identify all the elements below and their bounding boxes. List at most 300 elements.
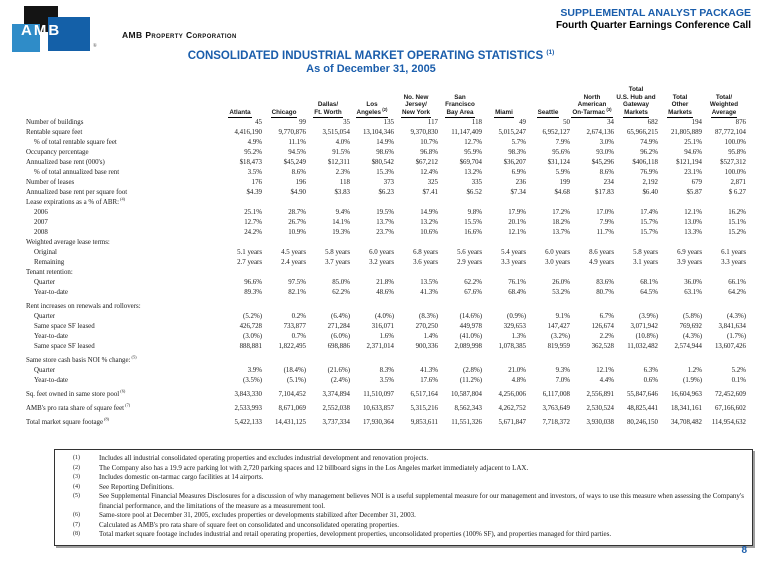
cell-value: 2.9 years	[457, 258, 482, 266]
cell-value: 9.4%	[335, 208, 350, 216]
cell-value: 11,147,409	[451, 128, 482, 136]
cell-value: 25.1%	[244, 208, 262, 216]
footnote-text: Includes all industrial consolidated operating properties and excludes industrial development and renovation projects.	[99, 454, 429, 462]
cell-value: 135	[383, 118, 394, 126]
cell-value: 8.6%	[599, 168, 614, 176]
cell-value: 325	[427, 178, 438, 186]
row-label: Occupancy percentage	[26, 148, 89, 156]
row-label: Original	[34, 248, 57, 256]
cell-value: 98.6%	[376, 148, 394, 156]
cell-value: 13,104,346	[362, 128, 394, 136]
cell-value	[702, 298, 746, 312]
table-row	[22, 148, 746, 158]
row-label: Number of buildings	[26, 118, 84, 126]
cell-value: 18.2%	[552, 218, 570, 226]
cell-value	[482, 198, 526, 208]
cell-value	[702, 198, 746, 208]
cell-value: 9,770,876	[278, 128, 306, 136]
cell-value: 99	[299, 118, 306, 126]
column-header: Seattle	[537, 108, 559, 116]
cell-value	[570, 352, 614, 366]
cell-value: 23.7%	[376, 228, 394, 236]
cell-value: 196	[295, 178, 306, 186]
cell-value	[658, 268, 702, 278]
cell-value: 2.7 years	[237, 258, 262, 266]
cell-value: 11,510,097	[363, 390, 394, 398]
cell-value	[394, 198, 438, 208]
section-row	[22, 352, 746, 366]
cell-value: 65,966,215	[626, 128, 658, 136]
column-header: No. New Jersey/ New York	[401, 93, 431, 116]
row-label: 2007	[34, 218, 48, 226]
table-row	[22, 400, 746, 414]
row-label: 2008	[34, 228, 48, 236]
cell-value: (0.9%)	[507, 312, 526, 320]
cell-value: 36.0%	[684, 278, 702, 286]
cell-value: $80,542	[371, 158, 394, 166]
cell-value: 2,533,993	[234, 404, 262, 412]
table-row	[22, 248, 746, 258]
cell-value: 8,562,343	[454, 404, 482, 412]
cell-value: 679	[691, 178, 702, 186]
cell-value: 6.3%	[643, 366, 658, 374]
cell-value: 80.7%	[596, 288, 614, 296]
cell-value: $12,311	[327, 158, 350, 166]
cell-value: 126,674	[591, 322, 614, 330]
footnote	[59, 483, 744, 493]
market-statistics-table	[22, 86, 746, 428]
cell-value: 41.3%	[420, 288, 438, 296]
cell-value: 24.2%	[244, 228, 262, 236]
cell-value: 1.4%	[423, 332, 438, 340]
cell-value	[526, 198, 570, 208]
cell-value: 4,262,752	[498, 404, 526, 412]
row-label: Same space SF leased	[34, 322, 95, 330]
page-title	[0, 46, 742, 76]
cell-value: $6.52	[466, 188, 482, 196]
cell-value: 3.2 years	[369, 258, 394, 266]
cell-value: 316,071	[371, 322, 394, 330]
cell-value	[702, 268, 746, 278]
row-label: % of total annualized base rent	[34, 168, 120, 176]
cell-value: (4.3%)	[727, 312, 746, 320]
row-label: Rentable square feet	[26, 128, 83, 136]
cell-value: 2,552,038	[322, 404, 350, 412]
cell-value	[702, 238, 746, 248]
cell-value: 2,674,136	[586, 128, 614, 136]
table-row	[22, 178, 746, 188]
cell-value: 93.0%	[596, 148, 614, 156]
cell-value: 7.9%	[555, 138, 570, 146]
cell-value: 21,805,889	[670, 128, 702, 136]
cell-value: 3.5%	[247, 168, 262, 176]
cell-value	[218, 268, 262, 278]
cell-value: $527,312	[720, 158, 746, 166]
cell-value: 1,078,385	[498, 342, 526, 350]
cell-value: 3.3 years	[501, 258, 526, 266]
footnote	[59, 521, 744, 531]
cell-value: 118	[471, 118, 482, 126]
row-label: Number of leases	[26, 178, 75, 186]
cell-value	[526, 298, 570, 312]
row-label: Lease expirations as a % of ABR: $^{(4)}$	[26, 196, 126, 206]
cell-value: 85.0%	[332, 278, 350, 286]
row-label-column-header	[22, 86, 218, 118]
cell-value: 3,841,634	[718, 322, 746, 330]
cell-value: 733,877	[283, 322, 306, 330]
cell-value: 10,633,857	[362, 404, 394, 412]
cell-value: 9,370,830	[410, 128, 438, 136]
cell-value: 5.7%	[511, 138, 526, 146]
cell-value	[306, 352, 350, 366]
cell-value: 4,416,190	[234, 128, 262, 136]
footnote	[59, 511, 744, 521]
cell-value: 2,192	[642, 178, 658, 186]
cell-value	[438, 352, 482, 366]
cell-value: 9.1%	[555, 312, 570, 320]
cell-value: 11,551,326	[451, 418, 482, 426]
cell-value: 176	[251, 178, 262, 186]
cell-value: 3.9%	[247, 366, 262, 374]
cell-value: 5.1 years	[237, 248, 262, 256]
cell-value: 5.8 years	[633, 248, 658, 256]
cell-value	[218, 352, 262, 366]
cell-value: 48.6%	[376, 288, 394, 296]
cell-value: 3,737,334	[322, 418, 350, 426]
cell-value: 13.7%	[552, 228, 570, 236]
cell-value: 7,104,452	[278, 390, 306, 398]
column-header: Atlanta	[229, 108, 251, 116]
cell-value: 7.0%	[555, 376, 570, 384]
cell-value: 23.1%	[684, 168, 702, 176]
cell-value: (2.8%)	[463, 366, 482, 374]
cell-value: 2,530,524	[586, 404, 614, 412]
cell-value: 95.8%	[728, 148, 746, 156]
cell-value: 67,166,602	[714, 404, 746, 412]
cell-value: 13.3%	[684, 228, 702, 236]
cell-value	[614, 298, 658, 312]
cell-value: (5.2%)	[243, 312, 262, 320]
cell-value: 5,422,133	[234, 418, 262, 426]
table-row	[22, 332, 746, 342]
table-row	[22, 376, 746, 386]
page-title-line1: CONSOLIDATED INDUSTRIAL MARKET OPERATING STATISTICS	[187, 49, 544, 62]
cell-value: 100.0%	[724, 168, 746, 176]
cell-value	[394, 352, 438, 366]
cell-value: (6.0%)	[331, 332, 350, 340]
cell-value: $7.34	[510, 188, 526, 196]
table-row	[22, 168, 746, 178]
cell-value: (6.4%)	[331, 312, 350, 320]
cell-value: 682	[647, 118, 658, 126]
cell-value: 17.4%	[640, 208, 658, 216]
cell-value: 25.1%	[684, 138, 702, 146]
cell-value: $3.83	[334, 188, 350, 196]
cell-value: (3.9%)	[639, 312, 658, 320]
cell-value	[658, 352, 702, 366]
footnote	[59, 530, 744, 540]
cell-value: 62.2%	[332, 288, 350, 296]
cell-value: 89.3%	[244, 288, 262, 296]
row-label: Year-to-date	[34, 288, 68, 296]
logo-wordmark: AMB	[21, 22, 62, 39]
cell-value: 3,930,038	[586, 418, 614, 426]
cell-value: 72,452,609	[714, 390, 746, 398]
footnote-number: (5)	[73, 493, 80, 499]
cell-value: 48,825,441	[626, 404, 658, 412]
row-label: Weighted average lease terms:	[26, 238, 110, 246]
column-header: Total Other Markets	[668, 93, 692, 116]
cell-value: 63.1%	[684, 288, 702, 296]
footnote-number: (8)	[73, 531, 80, 537]
footnote-text: Includes domestic on-tarmac cargo facilities at 14 airports.	[99, 473, 264, 481]
footnote	[59, 492, 744, 511]
table-row	[22, 228, 746, 238]
cell-value: 13.7%	[376, 218, 394, 226]
cell-value: 3.6 years	[413, 258, 438, 266]
cell-value: 17.9%	[508, 208, 526, 216]
cell-value: 91.5%	[332, 148, 350, 156]
cell-value: 8,671,069	[278, 404, 306, 412]
cell-value: $36,207	[503, 158, 526, 166]
cell-value: 35	[343, 118, 350, 126]
cell-value	[262, 238, 306, 248]
cell-value	[702, 352, 746, 366]
package-title: SUPPLEMENTAL ANALYST PACKAGE	[560, 7, 751, 19]
company-name: AMB Property Corporation	[122, 30, 237, 40]
cell-value	[438, 238, 482, 248]
footnote-text: Same-store pool at December 31, 2005, excludes properties or developments stabilized after December 31, 2003.	[99, 511, 416, 519]
cell-value: 19.3%	[332, 228, 350, 236]
cell-value: 64.2%	[728, 288, 746, 296]
cell-value: 3.7 years	[325, 258, 350, 266]
cell-value	[658, 238, 702, 248]
column-header: Chicago	[271, 108, 297, 116]
cell-value	[262, 298, 306, 312]
cell-value: 819,959	[547, 342, 570, 350]
cell-value	[350, 238, 394, 248]
table-row	[22, 218, 746, 228]
cell-value: 10.9%	[288, 228, 306, 236]
cell-value: 8.6 years	[589, 248, 614, 256]
cell-value: 6.8 years	[413, 248, 438, 256]
footnote-text: See Supplemental Financial Measures Disclosures for a discussion of why management believes NOI is a useful supplemental measure for our management and investors, of ways to use this measure when assessing the Company's financial performance, and the limitations of the measure as a measurement tool.	[99, 492, 744, 510]
section-row	[22, 268, 746, 278]
page-number: 8	[741, 545, 747, 556]
cell-value: 888,881	[239, 342, 262, 350]
cell-value: 15.7%	[640, 228, 658, 236]
cell-value: 14.9%	[376, 138, 394, 146]
cell-value	[394, 268, 438, 278]
cell-value	[482, 298, 526, 312]
cell-value	[350, 268, 394, 278]
footnote-number: (3)	[73, 474, 80, 480]
cell-value: 66.1%	[728, 278, 746, 286]
table-row	[22, 138, 746, 148]
cell-value: 100.0%	[724, 138, 746, 146]
cell-value: $31,124	[547, 158, 570, 166]
cell-value: 2,089,998	[454, 342, 482, 350]
cell-value	[306, 268, 350, 278]
cell-value: 118	[339, 178, 350, 186]
cell-value	[482, 268, 526, 278]
cell-value: 236	[515, 178, 526, 186]
cell-value: 1.2%	[687, 366, 702, 374]
cell-value: 3,071,942	[630, 322, 658, 330]
cell-value: 3.0 years	[545, 258, 570, 266]
cell-value: 6.0 years	[545, 248, 570, 256]
cell-value: 270,250	[415, 322, 438, 330]
row-label: Remaining	[34, 258, 65, 266]
cell-value: 11,032,482	[627, 342, 658, 350]
cell-value: 15.3%	[376, 168, 394, 176]
cell-value: $4.90	[290, 188, 306, 196]
cell-value: 16,604,963	[670, 390, 702, 398]
cell-value: 12.1%	[508, 228, 526, 236]
cell-value: 26.0%	[552, 278, 570, 286]
cell-value: 426,728	[239, 322, 262, 330]
cell-value: 698,886	[327, 342, 350, 350]
cell-value: 876	[735, 118, 746, 126]
cell-value: 17,930,364	[362, 418, 394, 426]
row-label: % of total rentable square feet	[34, 138, 117, 146]
cell-value: 17.6%	[420, 376, 438, 384]
cell-value: 1.3%	[511, 332, 526, 340]
cell-value: (1.7%)	[727, 332, 746, 340]
cell-value: 3,843,330	[234, 390, 262, 398]
footnote-number: (7)	[73, 521, 80, 528]
cell-value: 26.7%	[288, 218, 306, 226]
cell-value: 5,671,847	[498, 418, 526, 426]
cell-value: 20.1%	[508, 218, 526, 226]
table-row	[22, 258, 746, 268]
cell-value: 4.4%	[599, 376, 614, 384]
cell-value: 12.1%	[596, 366, 614, 374]
page-title-footnote-marker: (1)	[546, 49, 555, 56]
cell-value: 6.0 years	[369, 248, 394, 256]
cell-value: 95.6%	[552, 148, 570, 156]
cell-value: 9,853,611	[410, 418, 438, 426]
cell-value: 6.9%	[511, 168, 526, 176]
cell-value	[218, 198, 262, 208]
cell-value	[614, 198, 658, 208]
cell-value: 21.8%	[376, 278, 394, 286]
cell-value: 64.5%	[640, 288, 658, 296]
cell-value	[218, 238, 262, 248]
cell-value: 3.3 years	[721, 258, 746, 266]
cell-value: $4.68	[554, 188, 570, 196]
cell-value: 2.3%	[335, 168, 350, 176]
footnote-text: Calculated as AMB's pro rata share of square feet on consolidated and unconsolidated operating properties.	[99, 520, 400, 529]
cell-value: 114,954,632	[711, 418, 746, 426]
cell-value: 271,284	[327, 322, 350, 330]
table-row	[22, 322, 746, 332]
cell-value: 329,653	[503, 322, 526, 330]
cell-value: (10.8%)	[635, 332, 658, 340]
cell-value: 97.5%	[288, 278, 306, 286]
cell-value: 2,871	[730, 178, 746, 186]
cell-value: 335	[471, 178, 482, 186]
cell-value: 82.1%	[288, 288, 306, 296]
cell-value: (5.8%)	[683, 312, 702, 320]
cell-value: (3.2%)	[551, 332, 570, 340]
table-row	[22, 118, 746, 128]
cell-value: 18,341,161	[670, 404, 702, 412]
footnote-text: Total market square footage includes industrial and retail operating properties, development properties, unconsolidated properties (100% SF), and properties managed for third parties.	[99, 530, 612, 538]
cell-value: 87,772,104	[714, 128, 746, 136]
footnote-number: (4)	[73, 483, 80, 490]
cell-value: 95.9%	[464, 148, 482, 156]
table-row	[22, 208, 746, 218]
cell-value: 5,015,247	[498, 128, 526, 136]
cell-value	[218, 298, 262, 312]
cell-value: 9.8%	[467, 208, 482, 216]
cell-value: $67,212	[415, 158, 438, 166]
cell-value: 15.1%	[728, 218, 746, 226]
cell-value: (41.0%)	[459, 332, 482, 340]
cell-value: 76.9%	[640, 168, 658, 176]
cell-value: 4.0%	[335, 138, 350, 146]
cell-value: (3.5%)	[243, 376, 262, 384]
row-label: Same space SF leased	[34, 342, 95, 350]
table-row	[22, 312, 746, 322]
row-label: Annualized base rent per square foot	[26, 188, 128, 196]
cell-value: 1.6%	[379, 332, 394, 340]
section-row	[22, 238, 746, 248]
footnote	[59, 473, 744, 483]
cell-value: 373	[383, 178, 394, 186]
cell-value: 98.3%	[508, 148, 526, 156]
cell-value	[394, 298, 438, 312]
cell-value: 96.8%	[420, 148, 438, 156]
cell-value: 12.7%	[244, 218, 262, 226]
cell-value: 9.3%	[555, 366, 570, 374]
cell-value: $ 6.27	[728, 188, 746, 196]
cell-value: $6.23	[378, 188, 394, 196]
column-header: Los Angeles $^{(2)}$	[356, 101, 388, 116]
cell-value: $121,194	[676, 158, 702, 166]
cell-value	[438, 198, 482, 208]
cell-value: $45,296	[591, 158, 614, 166]
cell-value: 4.9%	[247, 138, 262, 146]
cell-value	[482, 352, 526, 366]
table-row	[22, 288, 746, 298]
footnote-number: (6)	[73, 512, 80, 518]
row-label: 2006	[34, 208, 48, 216]
cell-value: 3.9 years	[677, 258, 702, 266]
cell-value: 6.7%	[599, 312, 614, 320]
row-label: Sq. feet owned in same store pool $^{(6)}$	[26, 388, 126, 398]
cell-value	[306, 298, 350, 312]
cell-value: (21.6%)	[327, 366, 350, 374]
cell-value: (8.3%)	[419, 312, 438, 320]
cell-value: $5.87	[686, 188, 702, 196]
cell-value: 11.7%	[596, 228, 614, 236]
cell-value: 0.7%	[291, 332, 306, 340]
cell-value: $18,473	[239, 158, 262, 166]
footnote-number: (1)	[73, 455, 80, 461]
cell-value: 5.8 years	[325, 248, 350, 256]
cell-value: 2,556,891	[586, 390, 614, 398]
cell-value: (4.0%)	[375, 312, 394, 320]
cell-value: 2.2%	[599, 332, 614, 340]
cell-value: 769,692	[679, 322, 702, 330]
cell-value: 5.9%	[555, 168, 570, 176]
table-row	[22, 278, 746, 288]
cell-value	[570, 238, 614, 248]
cell-value	[350, 352, 394, 366]
cell-value: 96.2%	[640, 148, 658, 156]
